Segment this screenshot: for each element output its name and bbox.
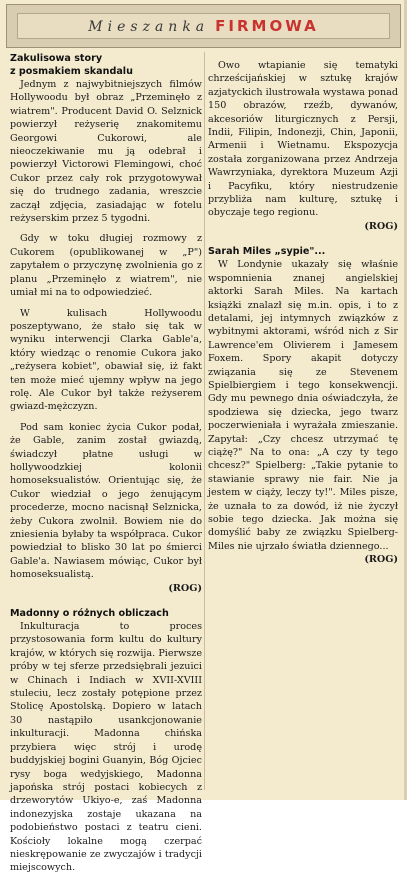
column-divider [204, 52, 205, 790]
section-title-part1: Mieszanka [88, 19, 210, 35]
section-title-part2: FIRMOWA [215, 17, 319, 35]
article-paragraph: W Londynie ukazały się właśnie wspomnienia znanej angielskiej aktorki Sarah Miles. Na kartach książki znalazł się m.in. opis, i to z detalami, jej intymnych związków z wybitnymi aktorami, wśród nich z Sir Lawrence'em Olivierem i Jamesem Foxem. Spory akapit dotyczy związania się ze Stevenem Spielbiergiem i tego konsekwencji. Gdy mu pewnego dnia oświadczyła, że spodziewa się dziecka, jego twarz poczerwieniała i wyrażała zmieszanie. Zapytał: „Czy chcesz utrzymać tę ciążę?" Na to ona: „A czy ty tego chcesz?" Spielberg: „Takie pytanie to stawianie sprawy nie fair. Nie ja jestem w ciąży, leczy ty!". Miles pisze, że uznała to za dowód, iż nie życzył sobie tego dziecka. Jak można się domyślić baby ze związku Spielberg-Miles nie ujrzało światła dziennego... [208, 259, 398, 552]
article-signature: (ROG) [364, 220, 398, 232]
article-paragraph: Owo wtapianie się tematyki chrześcijańskiej w sztukę krajów azjatyckich ilustrowała wystawa ponad 150 obrazów, rzeźb, dywanów, akcesoriów liturgicznych z Persji, Indii, Filipin, Indonezji, Chin, Japonii, Armenii i Wietnamu. Ekspozycja została zorganizowana przez Andrzeja Wawrzyniaka, dyrektora Muzeum Azji i Pacyfiku, który niestrudzenie przybliża nam kulturę, sztukę i obyczaje tego regionu. [208, 60, 398, 219]
section-header-inner [17, 13, 390, 39]
right-column [208, 52, 398, 567]
section-header [6, 4, 401, 48]
article-headline: Madonny o różnych obliczach [10, 608, 169, 620]
article-paragraph: Gdy w toku długiej rozmowy z Cukorem (opublikowanej w „P") zapytałem o przyczynę zwolnienia go z planu „Przeminęło z wiatrem", nie umiał mi na to odpowiedzieć. [10, 233, 202, 299]
article-sarah-miles [208, 245, 398, 566]
article-cukor [10, 52, 202, 595]
article-paragraph: W kulisach Hollywoodu poszeptywano, że stało się tak w wyniku interwencji Clarka Gable'a, który wiedząc o renomie Cukora jako „reżysera kobiet", obawiał się, iż fakt ten może mieć ujemny wpływ na jego rolę. Ale Cukor był także reżyserem gwiazd-mężczyzn. [10, 307, 202, 413]
article-headline: Sarah Miles „sypie"... [208, 246, 326, 258]
left-column [10, 52, 202, 875]
article-paragraph: Inkulturacja to proces przystosowania form kultu do kultury krajów, w których się rozwija. Pierwsze próby w tej sferze przedsiębrali jezuici w Chinach i Indiach w XVII-XVIII stuleciu, lecz zostały potępione przez Stolicę Apostolską. Dopiero w latach 30 nastąpiło usankcjonowanie inkulturacji. Madonna chińska przybiera więc strój i urodę buddyjskiej bogini Guanyin, Bóg Ojciec rysy boga wedyjskiego, Madonna japońska strój postaci kobiecych z drzeworytów Ukiyo-e, zaś Madonna indonezyjska zostaje ukazana na podobieństwo postaci z teatru cieni. Kościoły lokalne mogą czerpać nieskrępowanie ze zwyczajów i tradycji miejscowych. [10, 621, 202, 874]
article-paragraph: Jednym z najwybitniejszych filmów Hollywoodu był obraz „Przeminęło z wiatrem". Producent David O. Selznick powierzył reżyserię znakomitemu Georgowi Cukorowi, ale nieoczekiwanie mu ją odebrał i powierzył Victorowi Flemingowi, choć Cukor przez cały rok przygotowywał się do trudnego zadania, wreszcie zaczął zdjęcia, zasiadając w fotelu reżyserskim przez 5 tygodni. [10, 79, 202, 225]
article-headline-line2: z posmakiem skandalu [10, 66, 133, 77]
article-madonny-continued [208, 52, 398, 233]
article-paragraph: Pod sam koniec życia Cukor podał, że Gable, zanim został gwiazdą, świadczył płatne usługi w hollywoodzkiej kolonii homoseksualistów. Orientując się, że Cukor wiedział o jego żenującym procederze, mocno nacisnął Selznicka, żeby Cukora zwolnił. Bowiem nie do zniesienia byłaby ta współpraca. Cukor powiedział to blisko 30 lat po śmierci Gable'a. Nawiasem mówiąc, Cukor był homoseksualistą. [10, 421, 202, 581]
article-signature: (ROG) [168, 582, 202, 594]
article-madonny [10, 607, 202, 875]
article-signature: (ROG) [364, 554, 398, 566]
article-headline: Zakulisowa story [10, 53, 103, 64]
